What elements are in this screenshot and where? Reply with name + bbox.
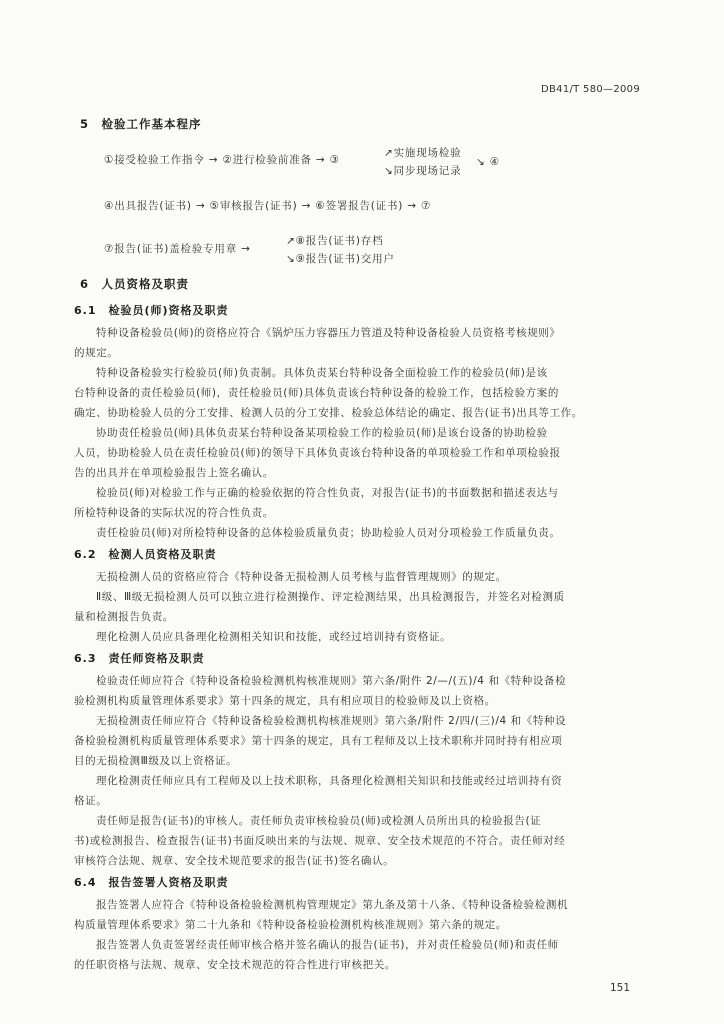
section-6-1-heading: 6.1 检验员(师)资格及职责 xyxy=(74,304,229,317)
flow-step-1-3: ①接受检验工作指令 → ②进行检验前准备 → ③ xyxy=(104,154,340,166)
s61-line: 检验员(师)对检验工作与正确的检验依据的符合性负责，对报告(证书)的书面数据和描述表达与 xyxy=(96,487,559,499)
s62-line: 量和检测报告负责。 xyxy=(74,611,174,623)
s62-line: 理化检测人员应具备理化检测相关知识和技能，或经过培训持有资格证。 xyxy=(96,631,452,643)
flow-step-8: ↗⑧报告(证书)存档 xyxy=(286,235,384,247)
s63-line: 备检验检测机构质量管理体系要求》第十四条的规定，具有工程师及以上技术职称并同时持有相应项 xyxy=(74,735,563,747)
s61-line: 特种设备检验实行检验员(师)负责制。具体负责某台特种设备全面检验工作的检验员(师)是该 xyxy=(96,367,548,379)
s64-line: 的任职资格与法规、规章、安全技术规范的符合性进行审核把关。 xyxy=(74,959,396,971)
s63-line: 检验责任师应符合《特种设备检验检测机构核准规则》第六条/附件 2/—/(五)/4 和《特种设备检 xyxy=(96,675,567,687)
s61-line: 所检特种设备的实际状况的符合性负责。 xyxy=(74,507,274,519)
section-6-heading: 6 人员资格及职责 xyxy=(80,277,190,291)
flow-row-3: ⑦报告(证书)盖检验专用章 → xyxy=(104,243,251,255)
s63-line: 责任师是报告(证书)的审核人。责任师负责审核检验员(师)或检测人员所出具的检验报告(证 xyxy=(96,815,542,827)
flow-step-3a: ↗实施现场检验 xyxy=(384,147,462,159)
s64-line: 报告签署人负责签署经责任师审核合格并签名确认的报告(证书)，并对责任检验员(师)和责任师 xyxy=(96,939,559,951)
s61-line: 确定、协助检验人员的分工安排、检测人员的分工安排、检验总体结论的确定、报告(证书)出具等工作。 xyxy=(74,407,583,419)
s64-line: 报告签署人应符合《特种设备检验检测机构管理规定》第九条及第十八条、《特种设备检验检测机 xyxy=(96,899,569,911)
s63-line: 审核符合法规、规章、安全技术规范要求的报告(证书)签名确认。 xyxy=(74,855,395,867)
s62-line: Ⅱ级、Ⅲ级无损检测人员可以独立进行检测操作、评定检测结果，出具检测报告，并签名对检测质 xyxy=(96,591,565,603)
s63-line: 验检测机构质量管理体系要求》第十四条的规定，具有相应项目的检验师及以上资格。 xyxy=(74,695,496,707)
s61-line: 责任检验员(师)对所检特种设备的总体检验质量负责；协助检验人员对分项检验工作质量负责。 xyxy=(96,527,561,539)
s64-line: 构质量管理体系要求》第二十九条和《特种设备检验检测机构核准规则》第六条的规定。 xyxy=(74,919,507,931)
s63-line: 无损检测责任师应符合《特种设备检验检测机构核准规则》第六条/附件 2/四/(三)/4 和《特种设 xyxy=(96,715,567,727)
section-6-3-heading: 6.3 责任师资格及职责 xyxy=(74,652,205,665)
standard-number: DB41/T 580—2009 xyxy=(541,84,640,95)
flow-step-3b: ↘同步现场记录 xyxy=(384,165,462,177)
flow-row-2: ④出具报告(证书) → ⑤审核报告(证书) → ⑥签署报告(证书) → ⑦ xyxy=(104,200,432,212)
s63-line: 理化检测责任师应具有工程师及以上技术职称，具备理化检测相关知识和技能或经过培训持有资 xyxy=(96,775,563,787)
s63-line: 目的无损检测Ⅲ级及以上资格证。 xyxy=(74,755,238,767)
section-5-heading: 5 检验工作基本程序 xyxy=(80,117,202,131)
s61-line: 特种设备检验员(师)的资格应符合《锅炉压力容器压力管道及特种设备检验人员资格考核规则》 xyxy=(96,327,561,339)
s62-line: 无损检测人员的资格应符合《特种设备无损检测人员考核与监督管理规则》的规定。 xyxy=(96,571,507,583)
s61-line: 的规定。 xyxy=(74,347,119,359)
s61-line: 告的出具并在单项检验报告上签名确认。 xyxy=(74,467,274,479)
s61-line: 协助责任检验员(师)具体负责某台特种设备某项检验工作的检验员(师)是该台设备的协助检验 xyxy=(96,427,548,439)
s61-line: 台特种设备的责任检验员(师)，责任检验员(师)具体负责该台特种设备的检验工作，包括检验方案的 xyxy=(74,387,559,399)
page-number: 151 xyxy=(609,982,630,994)
section-6-4-heading: 6.4 报告签署人资格及职责 xyxy=(74,876,229,889)
s61-line: 人员，协助检验人员在责任检验员(师)的领导下具体负责该台特种设备的单项检验工作和单项检验报 xyxy=(74,447,561,459)
s63-line: 格证。 xyxy=(74,795,108,807)
s63-line: 书)或检测报告、检查报告(证书)书面反映出来的与法规、规章、安全技术规范的不符合。责任师对经 xyxy=(74,835,566,847)
section-6-2-heading: 6.2 检测人员资格及职责 xyxy=(74,548,217,561)
flow-step-9: ↘⑨报告(证书)交用户 xyxy=(286,253,395,265)
flow-step-3-tail: ↘ ④ xyxy=(476,156,500,168)
